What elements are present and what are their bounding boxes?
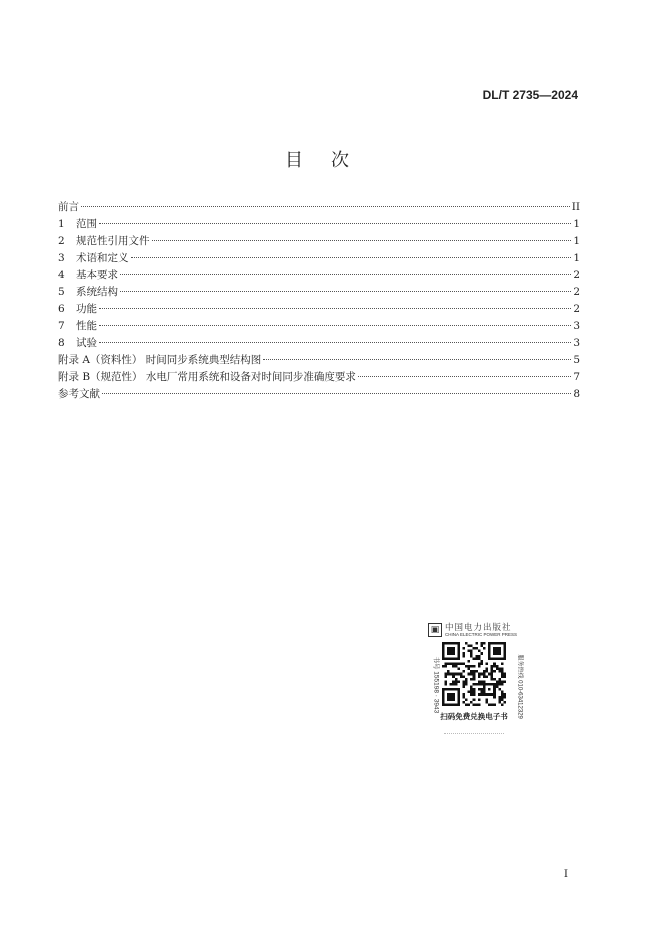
toc-leader-dots (152, 239, 572, 241)
toc-list (58, 199, 580, 403)
toc-entry-label: 参考文献 (58, 388, 100, 400)
toc-entry-page: 7 (573, 371, 580, 383)
toc-leader-dots (81, 205, 570, 207)
toc-entry-page: 2 (573, 269, 580, 281)
toc-entry-label: 范围 (76, 218, 97, 230)
qr-card (424, 618, 524, 728)
toc-entry[interactable] (58, 335, 580, 352)
toc-entry[interactable] (58, 199, 580, 216)
toc-entry[interactable] (58, 267, 580, 284)
standard-code: DL/T 2735—2024 (482, 88, 578, 102)
toc-leader-dots (263, 358, 571, 360)
toc-entry-page: 1 (573, 235, 580, 247)
toc-leader-dots (99, 324, 571, 326)
toc-entry-page: 5 (573, 354, 580, 366)
toc-entry-label: 试验 (76, 337, 97, 349)
toc-entry-page: 3 (573, 337, 580, 349)
toc-leader-dots (99, 307, 571, 309)
toc-entry-number: 5 (58, 286, 65, 298)
toc-entry-label: 规范性引用文件 (76, 235, 150, 247)
toc-leader-dots (120, 290, 571, 292)
toc-leader-dots (99, 341, 571, 343)
publisher-name-cn: 中国电力出版社 (445, 623, 512, 633)
toc-entry-label: 前言 (58, 201, 79, 213)
toc-entry-number: 6 (58, 303, 65, 315)
toc-entry-page: 1 (573, 218, 580, 230)
toc-entry-page: 3 (573, 320, 580, 332)
qr-caption: 扫码免费兑换电子书 (440, 712, 508, 721)
toc-leader-dots (102, 392, 571, 394)
toc-entry-page: 8 (573, 388, 580, 400)
toc-entry-page: 2 (573, 303, 580, 315)
publisher-logo (428, 621, 520, 641)
toc-entry-label: 附录 A（资料性） 时间同步系统典型结构图 (58, 354, 262, 366)
toc-entry-number: 1 (58, 218, 65, 230)
publisher-name-en: CHINA ELECTRIC POWER PRESS (445, 632, 518, 637)
toc-entry-number: 3 (58, 252, 65, 264)
toc-entry-number: 2 (58, 235, 65, 247)
toc-entry-label: 基本要求 (76, 269, 118, 281)
toc-leader-dots (120, 273, 571, 275)
toc-entry-label: 性能 (76, 320, 97, 332)
toc-entry[interactable] (58, 250, 580, 267)
qr-side-text-right: 服务热线 010-63412329 (516, 654, 523, 719)
toc-leader-dots (131, 256, 572, 258)
toc-entry-page: 1 (573, 252, 580, 264)
toc-entry-number: 8 (58, 337, 65, 349)
toc-entry[interactable] (58, 369, 580, 386)
toc-title: 目次 (285, 150, 377, 171)
publisher-seal-icon: ▣ (428, 623, 442, 637)
toc-entry[interactable] (58, 216, 580, 233)
toc-entry[interactable] (58, 284, 580, 301)
toc-entry-label: 系统结构 (76, 286, 118, 298)
scan-mark (444, 731, 504, 734)
toc-entry[interactable] (58, 318, 580, 335)
qr-side-text-left: 书号 155198 · 3943 (432, 656, 440, 714)
toc-entry[interactable] (58, 301, 580, 318)
toc-entry[interactable] (58, 233, 580, 250)
qr-code-icon[interactable] (442, 642, 506, 706)
toc-entry-label: 功能 (76, 303, 97, 315)
page-number: I (563, 868, 568, 880)
toc-entry[interactable] (58, 386, 580, 403)
toc-entry-number: 7 (58, 320, 65, 332)
toc-entry-label: 术语和定义 (76, 252, 129, 264)
toc-leader-dots (358, 375, 571, 377)
toc-entry-label: 附录 B（规范性） 水电厂常用系统和设备对时间同步准确度要求 (58, 371, 356, 383)
toc-entry[interactable] (58, 352, 580, 369)
toc-entry-number: 4 (58, 269, 65, 281)
toc-leader-dots (99, 222, 571, 224)
toc-entry-page: II (571, 201, 580, 213)
toc-entry-page: 2 (573, 286, 580, 298)
